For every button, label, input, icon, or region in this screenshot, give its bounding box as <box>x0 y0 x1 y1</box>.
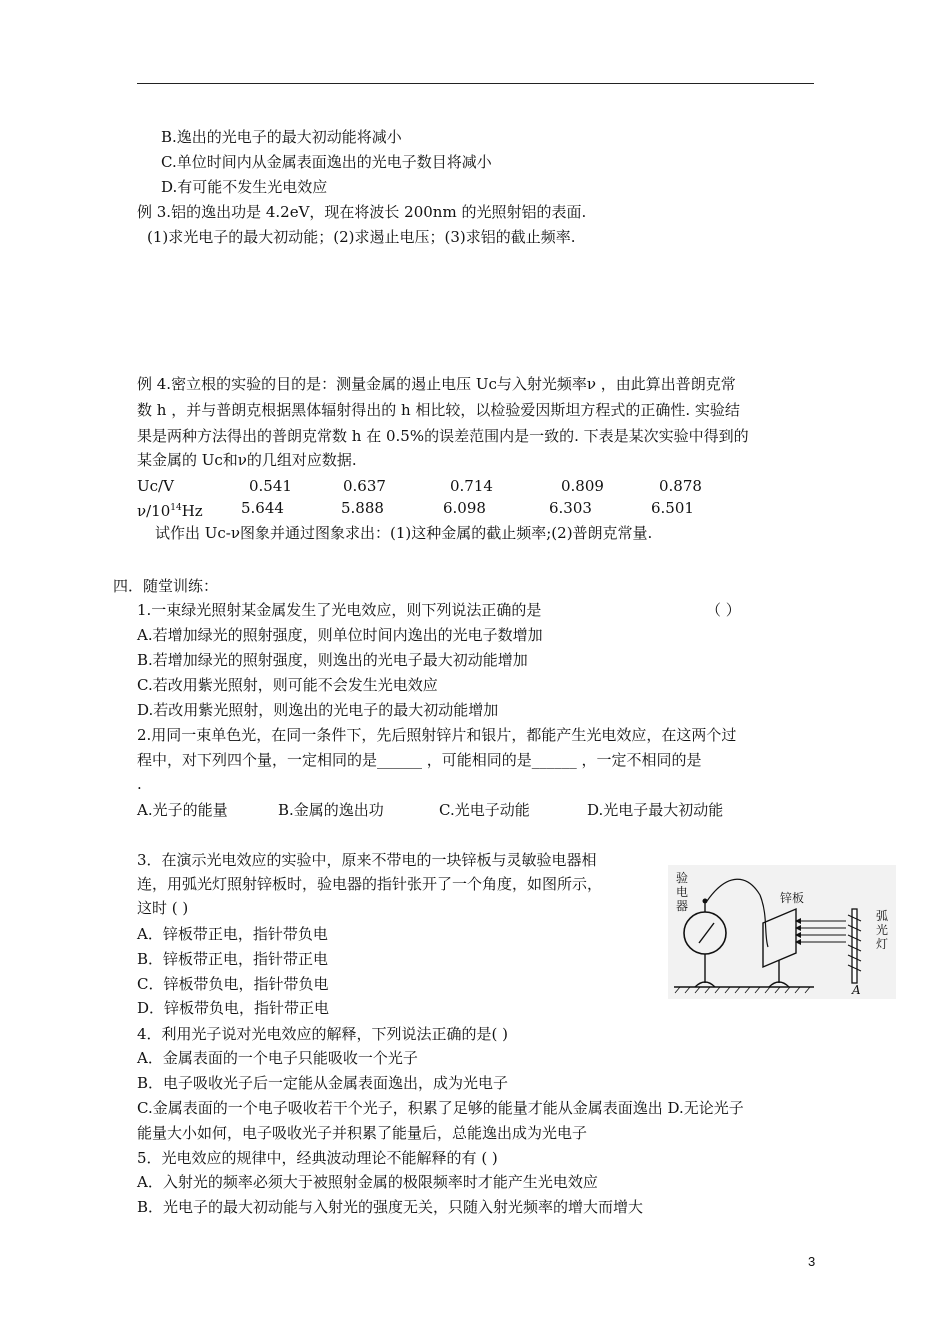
ex4-line-2: 数 h ，并与普朗克根据黑体辐射得出的 h 相比较，以检验爱因斯坦方程式的正确性. 实验结 <box>137 401 740 419</box>
q5-option-b: B．光电子的最大初动能与入射光的强度无关，只随入射光频率的增大而增大 <box>137 1198 644 1216</box>
q2-line-3: . <box>137 775 142 793</box>
row1-value: 0.878 <box>659 477 702 495</box>
q3-line-1: 3．在演示光电效应的实验中，原来不带电的一块锌板与灵敏验电器相 <box>137 851 597 869</box>
row1-value: 0.809 <box>561 477 604 495</box>
q1-answer-bracket: （ ） <box>706 601 741 619</box>
zinc-plate-label: 锌板 <box>780 891 805 905</box>
ex3-questions: (1)求光电子的最大初动能；(2)求遏止电压；(3)求铝的截止频率. <box>147 228 576 246</box>
ex2-option-d: D.有可能不发生光电效应 <box>161 178 328 196</box>
q3-line-3: 这时 ( ) <box>137 899 189 917</box>
q2-options <box>137 800 817 820</box>
q1-option-a: A.若增加绿光的照射强度，则单位时间内逸出的光电子数增加 <box>137 626 543 644</box>
lamp-letter: A <box>852 983 861 997</box>
q3-option-c: C．锌板带负电，指针带负电 <box>137 975 329 993</box>
row2-value: 5.644 <box>241 499 284 517</box>
q4-stem: 4．利用光子说对光电效应的解释，下列说法正确的是( ) <box>137 1025 509 1043</box>
q1-stem: 1.一束绿光照射某金属发生了光电效应，则下列说法正确的是 <box>137 601 542 619</box>
q1-option-c: C.若改用紫光照射，则可能不会发生光电效应 <box>137 676 438 694</box>
row2-value: 5.888 <box>341 499 384 517</box>
q1-option-b: B.若增加绿光的照射强度，则逸出的光电子最大初动能增加 <box>137 651 528 669</box>
arc-lamp-label-3: 灯 <box>876 937 889 951</box>
q3-option-d: D．锌板带负电，指针带正电 <box>137 999 330 1017</box>
row1-value: 0.541 <box>249 477 292 495</box>
q4-option-a: A．金属表面的一个电子只能吸收一个光子 <box>137 1049 418 1067</box>
q4-option-b: B．电子吸收光子后一定能从金属表面逸出，成为光电子 <box>137 1074 509 1092</box>
page-number: 3 <box>808 1254 816 1269</box>
q5-stem: 5．光电效应的规律中，经典波动理论不能解释的有 ( ) <box>137 1149 498 1167</box>
q4-option-d: 能量大小如何，电子吸收光子并积累了能量后，总能逸出成为光电子 <box>137 1124 588 1142</box>
q2-option-a: A.光子的能量 <box>137 801 228 819</box>
ex2-option-b: B.逸出的光电子的最大初动能将减小 <box>161 128 402 146</box>
photoelectric-figure <box>668 865 896 999</box>
electroscope-label-1: 验 <box>676 871 689 885</box>
row1-value: 0.714 <box>450 477 493 495</box>
q1-option-d: D.若改用紫光照射，则逸出的光电子的最大初动能增加 <box>137 701 499 719</box>
electroscope-label-3: 器 <box>676 899 689 913</box>
row2-label: $\nu/10^{14}Hz$ <box>137 502 203 520</box>
q3-option-b: B．锌板带正电，指针带正电 <box>137 950 329 968</box>
q3-option-a: A．锌板带正电，指针带负电 <box>137 925 328 943</box>
table-row-frequency <box>137 498 817 518</box>
q2-option-b: B.金属的逸出功 <box>278 801 384 819</box>
q2-option-d: D.光电子最大初动能 <box>587 801 724 819</box>
q3-line-2: 连，用弧光灯照射锌板时，验电器的指针张开了一个角度，如图所示， <box>137 875 603 893</box>
row2-value: 6.098 <box>443 499 486 517</box>
q2-line-2: 程中，对下列四个量，一定相同的是______ ，可能相同的是______ ，一定不相同的是 <box>137 751 702 769</box>
ex4-task: 试作出 Uc-ν图象并通过图象求出：(1)这种金属的截止频率;(2)普朗克常量. <box>155 524 653 542</box>
row2-value: 6.501 <box>651 499 694 517</box>
q4-option-c: C.金属表面的一个电子吸收若干个光子，积累了足够的能量才能从金属表面逸出 D.无论光子 <box>137 1099 744 1117</box>
ex4-line-1: 例 4.密立根的实验的目的是：测量金属的遏止电压 Uᴄ与入射光频率ν ，由此算出普朗克常 <box>137 375 736 393</box>
q2-line-1: 2.用同一束单色光，在同一条件下，先后照射锌片和银片，都能产生光电效应，在这两个过 <box>137 726 737 744</box>
header-rule <box>137 83 814 84</box>
q5-option-a: A．入射光的频率必须大于被照射金属的极限频率时才能产生光电效应 <box>137 1173 598 1191</box>
row1-value: 0.637 <box>343 477 386 495</box>
table-row-voltage <box>137 476 817 496</box>
row1-label: Uc/V <box>137 477 174 495</box>
arc-lamp-label-2: 光 <box>876 923 889 937</box>
electroscope-label-2: 电 <box>676 885 689 899</box>
ex4-line-4: 某金属的 Uᴄ和ν的几组对应数据. <box>137 451 357 469</box>
arc-lamp-label-1: 弧 <box>876 909 889 923</box>
row2-value: 6.303 <box>549 499 592 517</box>
ex2-option-c: C.单位时间内从金属表面逸出的光电子数目将减小 <box>161 153 492 171</box>
section-heading: 四．随堂训练： <box>113 577 219 595</box>
ex4-line-3: 果是两种方法得出的普朗克常数 h 在 0.5%的误差范围内是一致的. 下表是某次实验中得到的 <box>137 427 749 445</box>
q2-option-c: C.光电子动能 <box>439 801 530 819</box>
arc-lamp <box>852 909 857 983</box>
ex3-stem: 例 3.铝的逸出功是 4.2eV，现在将波长 200nm 的光照射铝的表面. <box>137 203 587 221</box>
